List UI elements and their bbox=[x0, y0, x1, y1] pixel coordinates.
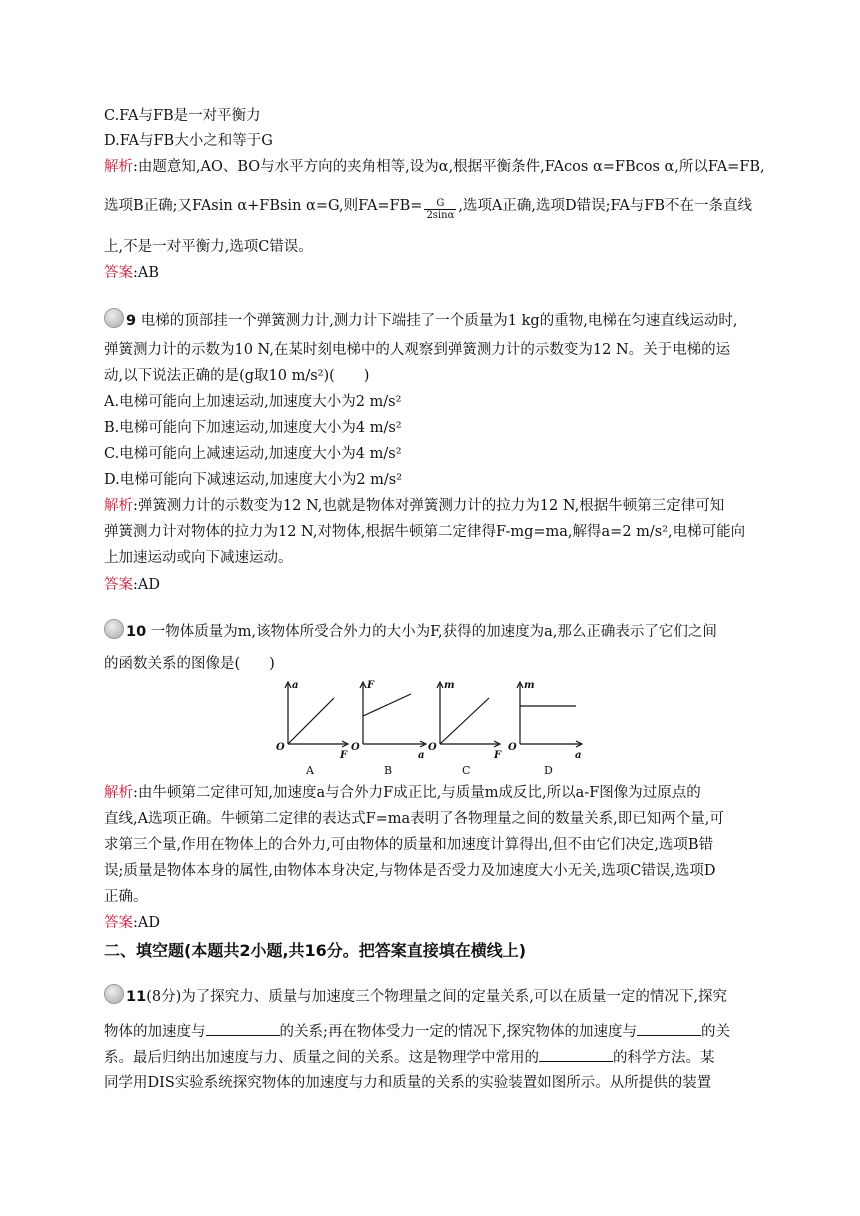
graph-c-origin: O bbox=[428, 742, 437, 753]
question-text: 的科学方法。某 bbox=[613, 1050, 715, 1066]
option-8-c: C.FA与FB是一对平衡力 bbox=[104, 108, 261, 124]
analysis-8-line-3: 上,不是一对平衡力,选项C错误。 bbox=[104, 239, 313, 255]
answer-8 bbox=[104, 263, 159, 283]
graph-b-line bbox=[363, 694, 411, 716]
question-text: 为了探究力、质量与加速度三个物理量之间的定量关系,可以在质量一定的情况下,探究 bbox=[181, 989, 727, 1005]
analysis-text: 选项B正确;又FAsin α+FBsin α=G,则FA=FB= bbox=[104, 198, 423, 214]
question-number: 9 bbox=[126, 313, 137, 329]
graph-c-x-label: F bbox=[494, 750, 502, 761]
analysis-label: 解析 bbox=[104, 498, 133, 514]
question-marker-icon bbox=[104, 308, 124, 328]
graph-a bbox=[285, 682, 348, 747]
graph-a-x-label: F bbox=[340, 750, 348, 761]
graph-c-line bbox=[440, 698, 489, 744]
answer-value: :AD bbox=[133, 577, 160, 593]
graph-a-origin: O bbox=[276, 742, 285, 753]
graph-d-origin: O bbox=[508, 742, 517, 753]
question-11-line-3 bbox=[104, 1047, 715, 1068]
answer-label: 答案 bbox=[104, 265, 133, 281]
option-9-b: B.电梯可能向下加速运动,加速度大小为4 m/s² bbox=[104, 420, 402, 436]
question-points: (8分) bbox=[146, 989, 182, 1005]
graph-c-y-label: m bbox=[444, 680, 455, 691]
analysis-9-line-3: 上加速运动或向下减速运动。 bbox=[104, 550, 293, 566]
graphs-figure bbox=[270, 676, 590, 780]
answer-label: 答案 bbox=[104, 577, 133, 593]
fraction-numerator: G bbox=[424, 198, 456, 210]
answer-value: :AB bbox=[133, 265, 160, 281]
graph-d-y-label: m bbox=[524, 680, 535, 691]
question-number: 11 bbox=[126, 989, 147, 1005]
graph-c bbox=[437, 682, 500, 747]
question-number: 10 bbox=[126, 624, 147, 640]
graph-b-origin: O bbox=[351, 742, 360, 753]
analysis-text: :由牛顿第二定律可知,加速度a与合外力F成正比,与质量m成反比,所以a-F图像为过原点的 bbox=[133, 785, 701, 801]
analysis-10-line-5: 正确。 bbox=[104, 889, 148, 905]
analysis-8-line-1 bbox=[104, 157, 765, 177]
analysis-9-line-1 bbox=[104, 496, 724, 516]
question-marker-icon bbox=[104, 619, 124, 639]
answer-blank-3[interactable] bbox=[539, 1047, 613, 1062]
graph-d-caption: D bbox=[544, 764, 553, 777]
question-9-line-3: 动,以下说法正确的是(g取10 m/s²)( ) bbox=[104, 368, 370, 384]
analysis-text: :弹簧测力计的示数变为12 N,也就是物体对弹簧测力计的拉力为12 N,根据牛顿第三定律可知 bbox=[133, 498, 725, 514]
graph-b-y-label: F bbox=[367, 680, 375, 691]
question-text: 系。最后归纳出加速度与力、质量之间的关系。这是物理学中常用的 bbox=[104, 1050, 539, 1066]
graph-a-line bbox=[288, 698, 334, 744]
graph-a-y-label: a bbox=[292, 680, 299, 691]
analysis-10-line-4: 误;质量是物体本身的属性,由物体本身决定,与物体是否受力及加速度大小无关,选项C错误,选项D bbox=[104, 863, 716, 879]
question-text: 电梯的顶部挂一个弹簧测力计,测力计下端挂了一个质量为1 kg的重物,电梯在匀速直线运动时, bbox=[140, 313, 738, 329]
fraction bbox=[424, 198, 456, 221]
answer-9 bbox=[104, 575, 160, 595]
graph-c-caption: C bbox=[462, 764, 471, 777]
answer-value: :AD bbox=[133, 915, 160, 931]
option-9-c: C.电梯可能向上减速运动,加速度大小为4 m/s² bbox=[104, 446, 402, 462]
graph-d-x-label: a bbox=[575, 750, 582, 761]
option-8-d: D.FA与FB大小之和等于G bbox=[104, 133, 273, 149]
answer-label: 答案 bbox=[104, 915, 133, 931]
question-text: 一物体质量为m,该物体所受合外力的大小为F,获得的加速度为a,那么正确表示了它们之间 bbox=[150, 624, 717, 640]
option-9-a: A.电梯可能向上加速运动,加速度大小为2 m/s² bbox=[104, 394, 402, 410]
graph-b-x-label: a bbox=[418, 750, 425, 761]
question-text: 的关系;再在物体受力一定的情况下,探究物体的加速度与 bbox=[279, 1024, 637, 1040]
analysis-label: 解析 bbox=[104, 785, 133, 801]
question-11-line-4: 同学用DIS实验系统探究物体的加速度与力和质量的关系的实验装置如图所示。从所提供的装置 bbox=[104, 1075, 712, 1091]
graph-b bbox=[360, 682, 426, 747]
analysis-9-line-2: 弹簧测力计对物体的拉力为12 N,对物体,根据牛顿第二定律得F-mg=ma,解得a=2 m/s²,电梯可能向 bbox=[104, 524, 746, 540]
graph-b-caption: B bbox=[384, 764, 393, 777]
question-11-line-1 bbox=[104, 984, 727, 1007]
analysis-text: :由题意知,AO、BO与水平方向的夹角相等,设为α,根据平衡条件,FAcos α=FBcos α,所以FA=FB, bbox=[133, 159, 765, 175]
analysis-text: ,选项A正确,选项D错误;FA与FB不在一条直线 bbox=[458, 198, 753, 214]
question-9-line-2: 弹簧测力计的示数为10 N,在某时刻电梯中的人观察到弹簧测力计的示数变为12 N。关于电梯的运 bbox=[104, 342, 731, 358]
graph-d bbox=[517, 682, 582, 747]
question-10-line-2: 的函数关系的图像是( ) bbox=[104, 656, 275, 672]
question-9-line-1 bbox=[104, 308, 737, 331]
analysis-8-line-2 bbox=[104, 196, 752, 221]
option-9-d: D.电梯可能向下减速运动,加速度大小为2 m/s² bbox=[104, 472, 403, 488]
section-heading: 二、填空题(本题共2小题,共16分。把答案直接填在横线上) bbox=[104, 941, 527, 960]
graph-a-caption: A bbox=[306, 764, 314, 777]
question-text: 物体的加速度与 bbox=[104, 1024, 206, 1040]
question-text: 的关 bbox=[701, 1024, 730, 1040]
analysis-10-line-2: 直线,A选项正确。牛顿第二定律的表达式F=ma表明了各物理量之间的数量关系,即已知两个量,可 bbox=[104, 811, 724, 827]
answer-blank-1[interactable] bbox=[206, 1021, 280, 1036]
question-10-line-1 bbox=[104, 619, 717, 642]
question-marker-icon bbox=[104, 984, 124, 1004]
analysis-label: 解析 bbox=[104, 159, 133, 175]
analysis-10-line-3: 求第三个量,作用在物体上的合外力,可由物体的质量和加速度计算得出,但不由它们决定,选项B错 bbox=[104, 837, 714, 853]
fraction-denominator: 2sinα bbox=[426, 210, 455, 221]
answer-10 bbox=[104, 913, 160, 933]
answer-blank-2[interactable] bbox=[637, 1021, 701, 1036]
question-11-line-2 bbox=[104, 1021, 730, 1042]
analysis-10-line-1 bbox=[104, 783, 701, 803]
